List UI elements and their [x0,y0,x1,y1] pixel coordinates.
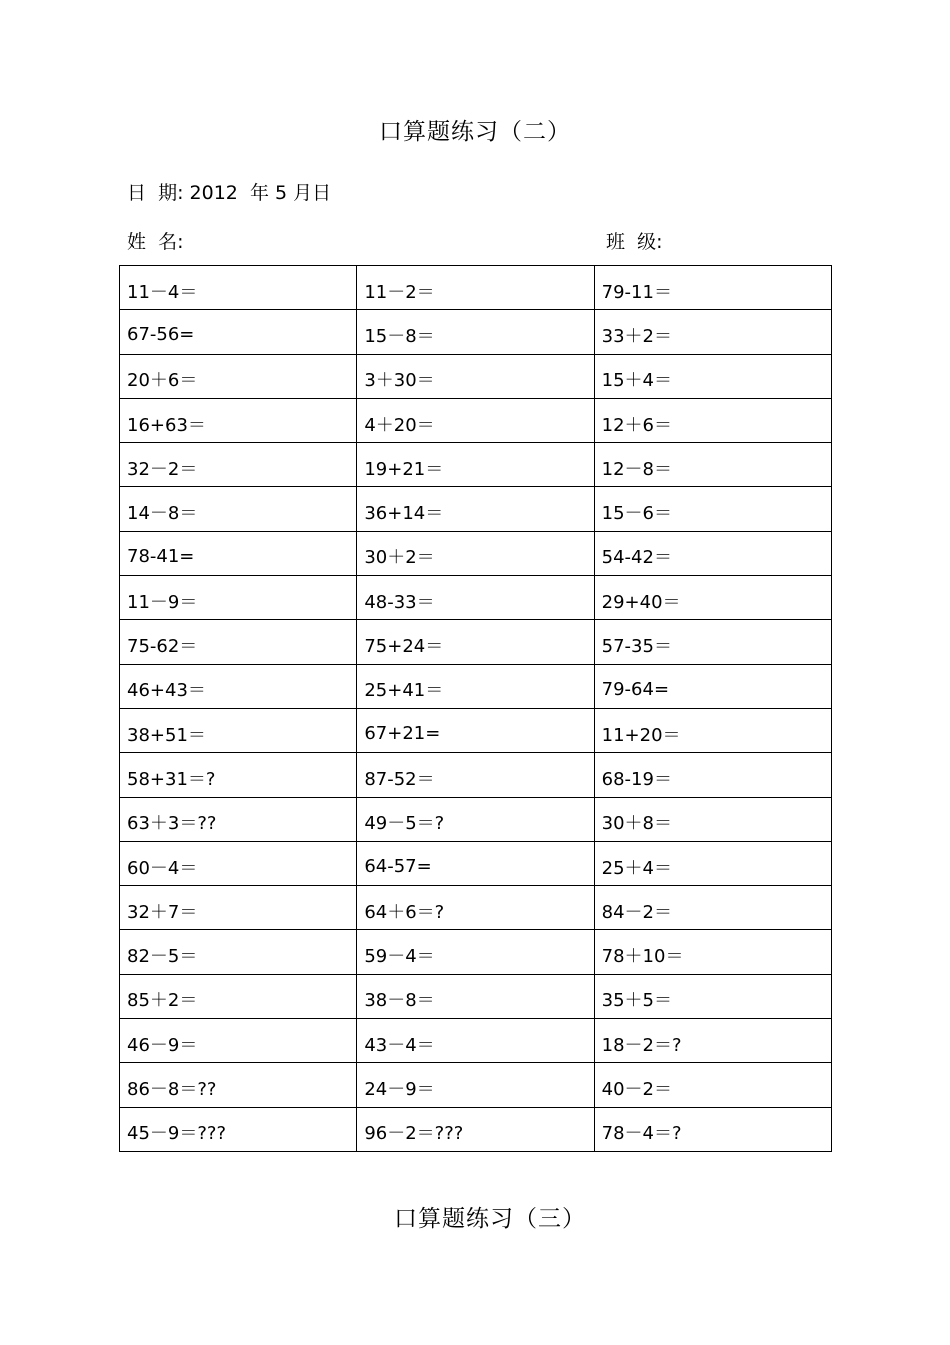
problem-cell [594,974,831,1018]
problem-text: 4＋20＝ [364,414,435,436]
problem-cell [594,620,831,664]
problem-text: 45－9＝??? [127,1123,227,1145]
problem-cell [594,576,831,620]
problem-cell [594,1019,831,1063]
problem-cell [120,266,357,310]
table-row [120,266,832,310]
problem-text: 46+43＝ [127,680,206,702]
problem-text: 43－4＝ [364,1034,435,1056]
class-label: 班 级: [606,231,663,253]
problem-text: 11+20＝ [601,724,681,746]
problem-cell [357,531,594,575]
next-section-title: 口算题练习（三） [394,1206,586,1232]
problem-cell [594,664,831,708]
worksheet-title: 口算题练习（二） [379,119,571,145]
problem-cell [357,266,594,310]
problem-text: 15＋4＝ [601,370,673,392]
table-row [120,443,832,487]
date-value: 2012 年 5 月日 [189,182,332,204]
problem-text: 38+51＝ [127,724,206,746]
problem-text: 86－8＝?? [127,1078,217,1100]
problem-text: 79-64= [601,678,670,700]
problem-cell [120,753,357,797]
problem-cell [357,443,594,487]
problem-cell [594,487,831,531]
problem-text: 67-56= [127,324,195,346]
problem-text: 87-52＝ [364,768,435,790]
problem-cell [357,664,594,708]
problem-cell [120,974,357,1018]
problem-cell [594,531,831,575]
problem-cell [120,1019,357,1063]
problem-text: 3＋30＝ [364,370,435,392]
problem-cell [357,886,594,930]
problem-text: 78＋10＝ [601,946,684,968]
table-row [120,708,832,752]
problem-text: 11－2＝ [364,281,435,303]
problem-cell [120,708,357,752]
table-row [120,531,832,575]
problem-text: 54-42＝ [601,547,672,569]
problem-table-body [120,266,832,1152]
problem-text: 35＋5＝ [601,990,673,1012]
problem-text: 75-62＝ [127,636,198,658]
problem-text: 30＋2＝ [364,547,435,569]
problem-cell [357,1019,594,1063]
table-row [120,1019,832,1063]
problem-cell [120,797,357,841]
problem-text: 11－4＝ [127,281,198,303]
problem-cell [120,310,357,354]
problem-text: 25+41＝ [364,680,444,702]
problem-text: 78－4＝? [601,1123,682,1145]
problem-cell [357,1107,594,1151]
problem-cell [594,708,831,752]
problem-text: 11－9＝ [127,591,198,613]
problem-cell [357,930,594,974]
problem-cell [120,886,357,930]
problem-text: 67+21= [364,723,441,745]
problem-text: 19+21＝ [364,458,444,480]
problem-cell [120,398,357,442]
problem-cell [357,708,594,752]
problem-cell [594,443,831,487]
problem-text: 30＋8＝ [601,813,673,835]
problem-cell [120,487,357,531]
problem-text: 32＋7＝ [127,901,198,923]
problem-cell [594,886,831,930]
problem-text: 46－9＝ [127,1034,198,1056]
problem-text: 16+63＝ [127,414,206,436]
problem-text: 59－4＝ [364,946,435,968]
problem-cell [594,398,831,442]
problem-text: 78-41= [127,545,195,567]
table-row [120,797,832,841]
problem-text: 64-57= [364,856,432,877]
problem-text: 14－8＝ [127,503,198,525]
problem-cell [357,354,594,398]
problem-cell [357,620,594,664]
problem-cell [594,797,831,841]
problem-text: 20＋6＝ [127,370,198,392]
problem-cell [357,974,594,1018]
table-row [120,1107,832,1151]
problem-text: 12－8＝ [601,458,673,480]
problem-cell [594,1063,831,1107]
table-row [120,620,832,664]
problem-cell [120,354,357,398]
table-row [120,398,832,442]
problem-cell [357,753,594,797]
problem-text: 12＋6＝ [601,414,673,436]
problem-cell [120,443,357,487]
problem-text: 15－6＝ [601,503,673,525]
date-line [127,178,331,205]
table-row [120,1063,832,1107]
problem-text: 96－2＝??? [364,1123,464,1145]
problem-text: 25＋4＝ [601,857,673,879]
problem-text: 40－2＝ [601,1078,673,1100]
problem-text: 32－2＝ [127,458,198,480]
problem-cell [594,753,831,797]
problem-text: 68-19＝ [601,768,672,790]
date-label: 日 期: [127,182,184,204]
problem-text: 36+14＝ [364,503,444,525]
problem-cell [357,1063,594,1107]
problem-text: 75+24＝ [364,636,444,658]
problem-cell [120,576,357,620]
table-row [120,310,832,354]
problem-table [119,265,832,1152]
problem-text: 29+40＝ [601,591,681,613]
table-row [120,886,832,930]
problem-text: 18－2＝? [601,1034,682,1056]
problem-cell [594,841,831,885]
problem-cell [120,930,357,974]
problem-cell [357,398,594,442]
problem-cell [120,664,357,708]
table-row [120,354,832,398]
problem-cell [357,487,594,531]
problem-text: 33＋2＝ [601,325,673,347]
table-row [120,841,832,885]
problem-text: 24－9＝ [364,1078,435,1100]
problem-cell [120,1107,357,1151]
problem-text: 63＋3＝?? [127,813,217,835]
problem-cell [357,310,594,354]
table-row [120,664,832,708]
problem-text: 58+31＝? [127,768,216,790]
problem-text: 64＋6＝? [364,901,445,923]
problem-cell [357,576,594,620]
problem-text: 49－5＝? [364,813,445,835]
problem-cell [120,531,357,575]
table-row [120,753,832,797]
problem-cell [594,310,831,354]
name-label: 姓 名: [127,231,184,253]
problem-cell [594,266,831,310]
problem-cell [594,354,831,398]
problem-text: 15－8＝ [364,325,435,347]
problem-cell [594,930,831,974]
table-row [120,576,832,620]
problem-cell [357,797,594,841]
problem-text: 57-35＝ [601,636,672,658]
problem-text: 85＋2＝ [127,990,198,1012]
problem-text: 60－4＝ [127,857,198,879]
problem-cell [357,841,594,885]
problem-text: 79-11＝ [601,281,672,303]
table-row [120,974,832,1018]
problem-text: 48-33＝ [364,591,435,613]
problem-cell [120,1063,357,1107]
problem-text: 82－5＝ [127,946,198,968]
problem-cell [594,1107,831,1151]
table-row [120,487,832,531]
problem-text: 84－2＝ [601,901,673,923]
problem-text: 38－8＝ [364,990,435,1012]
problem-cell [120,841,357,885]
table-row [120,930,832,974]
problem-cell [120,620,357,664]
